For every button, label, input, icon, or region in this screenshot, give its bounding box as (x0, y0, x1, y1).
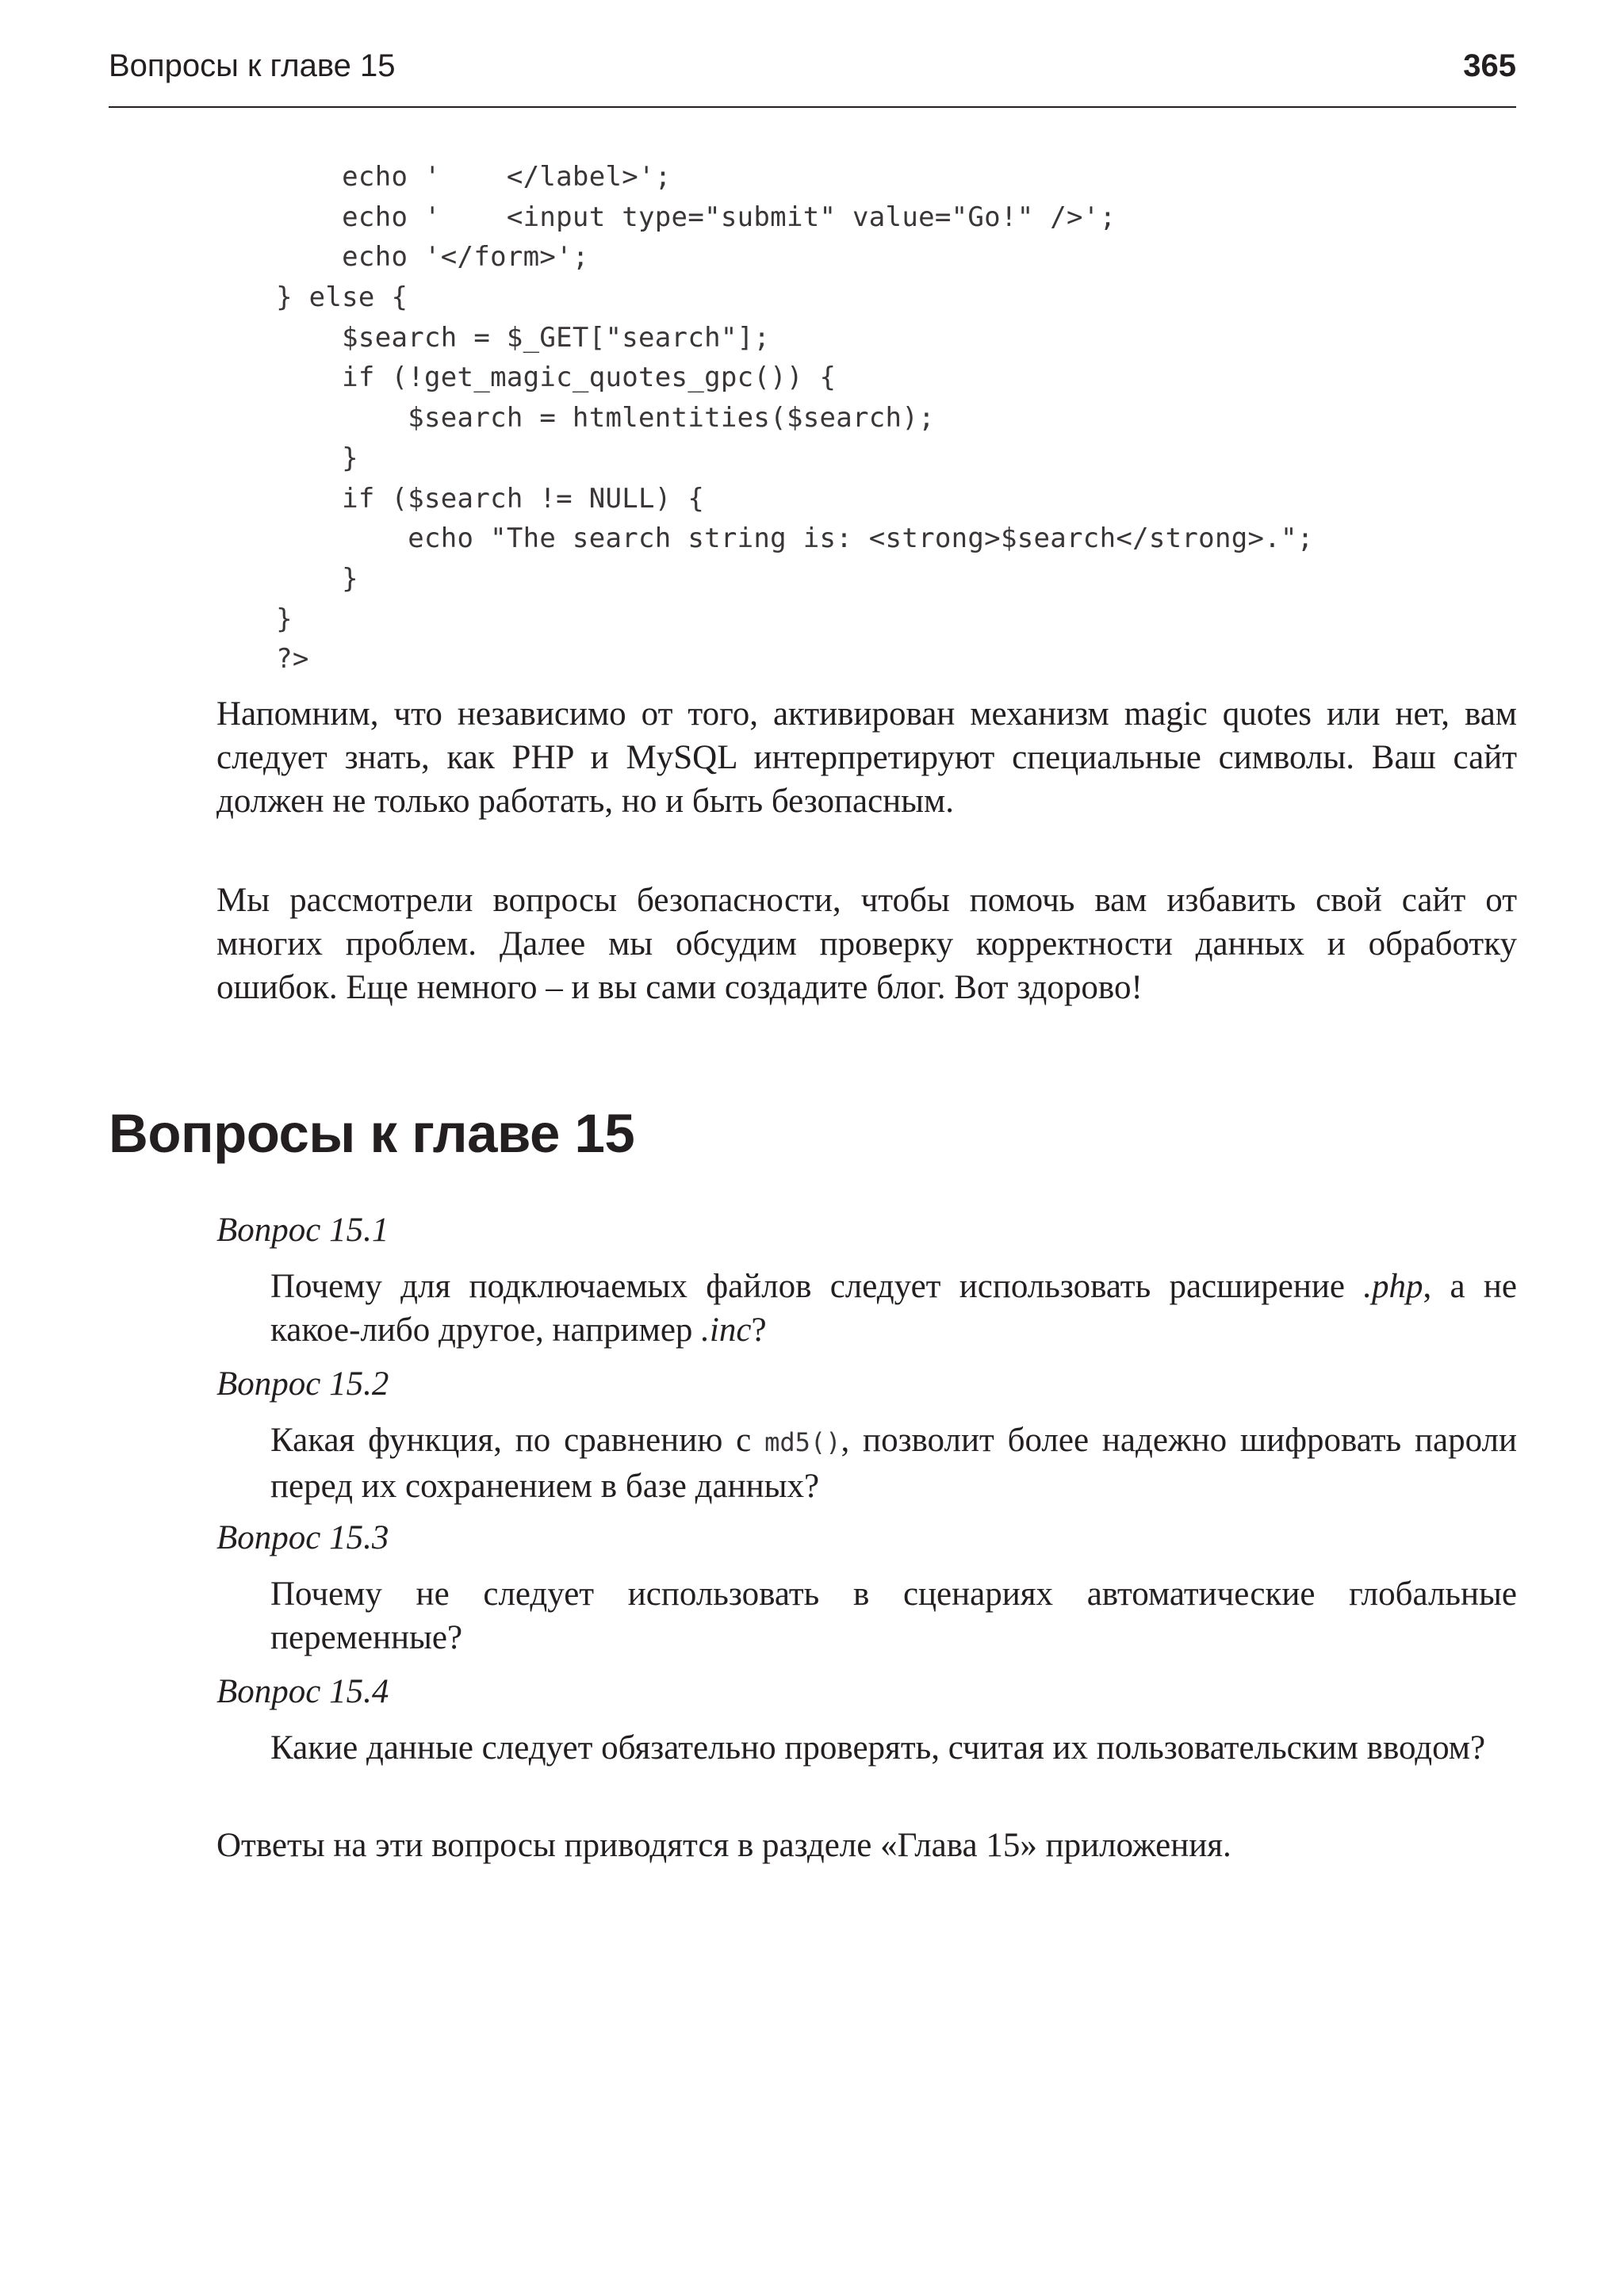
question-text (270, 1418, 1517, 1508)
code-line: if ($search != NULL) { (210, 482, 705, 515)
code-line: } (210, 562, 358, 595)
code-line: $search = htmlentities($search); (210, 402, 935, 435)
paragraph: Мы рассмотрели вопросы безопасности, чтобы помочь вам избавить свой сайт от многих проблем. Далее мы обсудим проверку корректности данных и обработку ошибок. Еще немного – и вы сами создадите блог. Вот здорово! (216, 882, 1517, 1006)
code-line: } (210, 603, 293, 635)
question-label: Вопрос 15.4 (216, 1673, 389, 1710)
code-line: ?> (210, 643, 309, 676)
code-line: } else { (210, 281, 408, 314)
code-listing (0, 157, 1314, 680)
question-label: Вопрос 15.1 (216, 1212, 389, 1249)
closing-note: Ответы на эти вопросы приводятся в разделе «Глава 15» приложения. (216, 1827, 1231, 1864)
running-header-title: Вопросы к главе 15 (109, 48, 396, 83)
inline-code: md5() (764, 1427, 841, 1457)
code-line: echo "The search string is: <strong>$search</strong>."; (210, 523, 1314, 555)
paragraph: Напомним, что независимо от того, активирован механизм magic quotes или нет, вам следует знать, как PHP и MySQL интерпретируют специальные символы. Ваш сайт должен не только работать, но и быть безопасным. (216, 695, 1517, 820)
question-text-part: , а не какое-либо другое, например (270, 1268, 1517, 1349)
file-extension: .inc (701, 1311, 752, 1349)
code-line: echo ' </label>'; (210, 161, 672, 193)
question-text-part: , позволит более надежно шифровать пароли перед их сохранением в базе данных? (270, 1422, 1517, 1505)
header-rule (109, 106, 1516, 108)
question-label: Вопрос 15.2 (216, 1365, 389, 1403)
question-text (270, 1265, 1517, 1352)
question-text-part: ? (751, 1311, 767, 1349)
code-line: $search = $_GET["search"]; (210, 321, 771, 354)
question-label: Вопрос 15.3 (216, 1519, 389, 1556)
file-extension: .php (1363, 1268, 1423, 1305)
question-text: Почему не следует использовать в сценариях автоматические глобальные переменные? (270, 1575, 1517, 1656)
page-number: 365 (1463, 48, 1516, 83)
section-heading: Вопросы к главе 15 (109, 1103, 635, 1164)
code-line: } (210, 442, 358, 474)
question-text-part: Какая функция, по сравнению с (270, 1422, 765, 1459)
code-line: if (!get_magic_quotes_gpc()) { (210, 362, 837, 394)
question-text: Какие данные следует обязательно проверять, считая их пользовательским вводом? (270, 1729, 1486, 1767)
question-text-part: Почему для подключаемых файлов следует использовать расширение (270, 1268, 1364, 1305)
code-line: echo ' <input type="submit" value="Go!" />'; (210, 201, 1116, 233)
code-line: echo '</form>'; (210, 241, 589, 274)
